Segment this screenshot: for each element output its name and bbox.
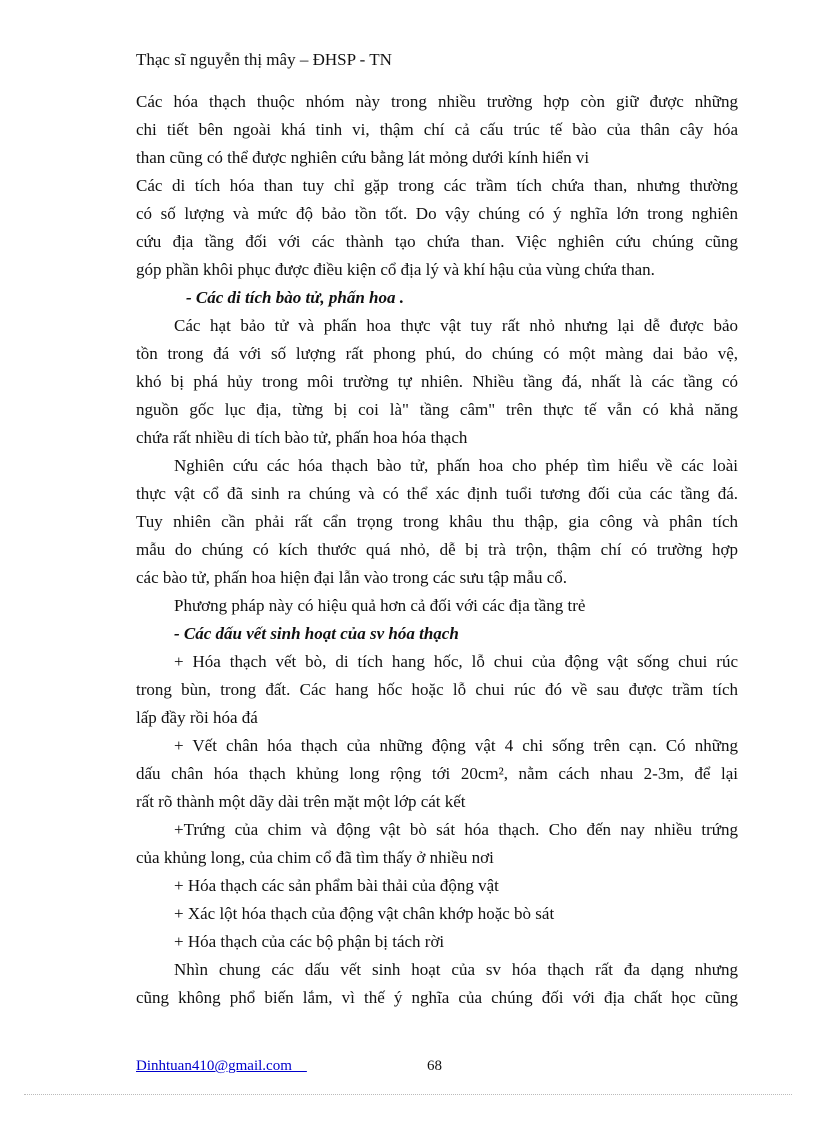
text-line: của khủng long, của chim cổ đã tìm thấy ở nhiều nơi — [136, 848, 494, 867]
footer-email-link[interactable]: Dinhtuan410@gmail.com — [136, 1058, 307, 1074]
text-line: rất rõ thành một dãy dài trên mặt một lớp cát kết — [136, 792, 466, 811]
text-line: cũng không phổ biến lắm, vì thế ý nghĩa của chúng đối với địa chất học cũng — [136, 988, 738, 1007]
text-line: + Hóa thạch vết bò, di tích hang hốc, lỗ chui của động vật sống chui rúc — [174, 652, 738, 671]
page-bottom-divider — [24, 1094, 792, 1095]
section-heading: - Các di tích bào tử, phấn hoa . — [186, 288, 404, 307]
text-line: góp phần khôi phục được điều kiện cổ địa lý và khí hậu của vùng chứa than. — [136, 260, 655, 279]
text-line: + Hóa thạch các sản phẩm bài thải của động vật — [174, 876, 499, 895]
text-line: + Hóa thạch của các bộ phận bị tách rời — [174, 932, 445, 951]
text-line: dấu chân hóa thạch khủng long rộng tới 20cm², nằm cách nhau 2-3m, để lại — [136, 764, 738, 783]
text-line: tồn trong đá với số lượng rất phong phú, do chúng có một màng dai bảo vệ, — [136, 344, 738, 363]
text-line: Nhìn chung các dấu vết sinh hoạt của sv hóa thạch rất đa dạng nhưng — [174, 960, 738, 979]
text-line: nguồn gốc lục địa, từng bị coi là" tầng câm" trên thực tế vẫn có khả năng — [136, 400, 738, 419]
text-line: Tuy nhiên cần phải rất cẩn trọng trong khâu thu thập, gia công và phân tích — [136, 512, 738, 531]
text-line: Các hóa thạch thuộc nhóm này trong nhiều trường hợp còn giữ được những — [136, 92, 738, 111]
text-line: chứa rất nhiều di tích bào tử, phấn hoa hóa thạch — [136, 428, 468, 447]
section-heading: - Các dấu vết sinh hoạt của sv hóa thạch — [174, 624, 459, 643]
text-line: có số lượng và mức độ bảo tồn tốt. Do vậy chúng có ý nghĩa lớn trong nghiên — [136, 204, 738, 223]
text-line: cứu địa tầng đối với các thành tạo chứa than. Việc nghiên cứu chúng cũng — [136, 232, 738, 251]
text-line: Phương pháp này có hiệu quả hơn cả đối với các địa tầng trẻ — [174, 596, 586, 615]
text-line: Các di tích hóa than tuy chỉ gặp trong các trầm tích chứa than, nhưng thường — [136, 176, 738, 195]
text-line: Nghiên cứu các hóa thạch bào tử, phấn hoa cho phép tìm hiểu về các loài — [174, 456, 738, 475]
text-line: trong bùn, trong đất. Các hang hốc hoặc lỗ chui rúc đó về sau được trầm tích — [136, 680, 738, 699]
text-line: thực vật cổ đã sinh ra chúng và có thể xác định tuổi tương đối của các tầng đá. — [136, 484, 738, 503]
text-line: than cũng có thể được nghiên cứu bằng lát mỏng dưới kính hiển vi — [136, 148, 590, 167]
page-header: Thạc sĩ nguyễn thị mây – ĐHSP - TN — [136, 50, 392, 69]
text-line: Các hạt bảo tử và phấn hoa thực vật tuy rất nhỏ nhưng lại dễ được bảo — [174, 316, 738, 335]
text-line: + Xác lột hóa thạch của động vật chân khớp hoặc bò sát — [174, 904, 555, 923]
text-line: mẫu do chúng có kích thước quá nhỏ, dễ bị trà trộn, thậm chí có trường hợp — [136, 540, 738, 559]
text-line: các bào tử, phấn hoa hiện đại lẫn vào trong các sưu tập mẫu cổ. — [136, 568, 567, 587]
page-number: 68 — [427, 1058, 442, 1074]
text-line: khó bị phá hủy trong môi trường tự nhiên. Nhiều tầng đá, nhất là các tầng có — [136, 372, 738, 391]
text-line: +Trứng của chim và động vật bò sát hóa thạch. Cho đến nay nhiều trứng — [174, 820, 738, 839]
text-line: + Vết chân hóa thạch của những động vật 4 chi sống trên cạn. Có những — [174, 736, 738, 755]
text-line: lấp đầy rồi hóa đá — [136, 708, 258, 727]
text-line: chi tiết bên ngoài khá tinh vi, thậm chí cả cấu trúc tế bào của thân cây hóa — [136, 120, 738, 139]
